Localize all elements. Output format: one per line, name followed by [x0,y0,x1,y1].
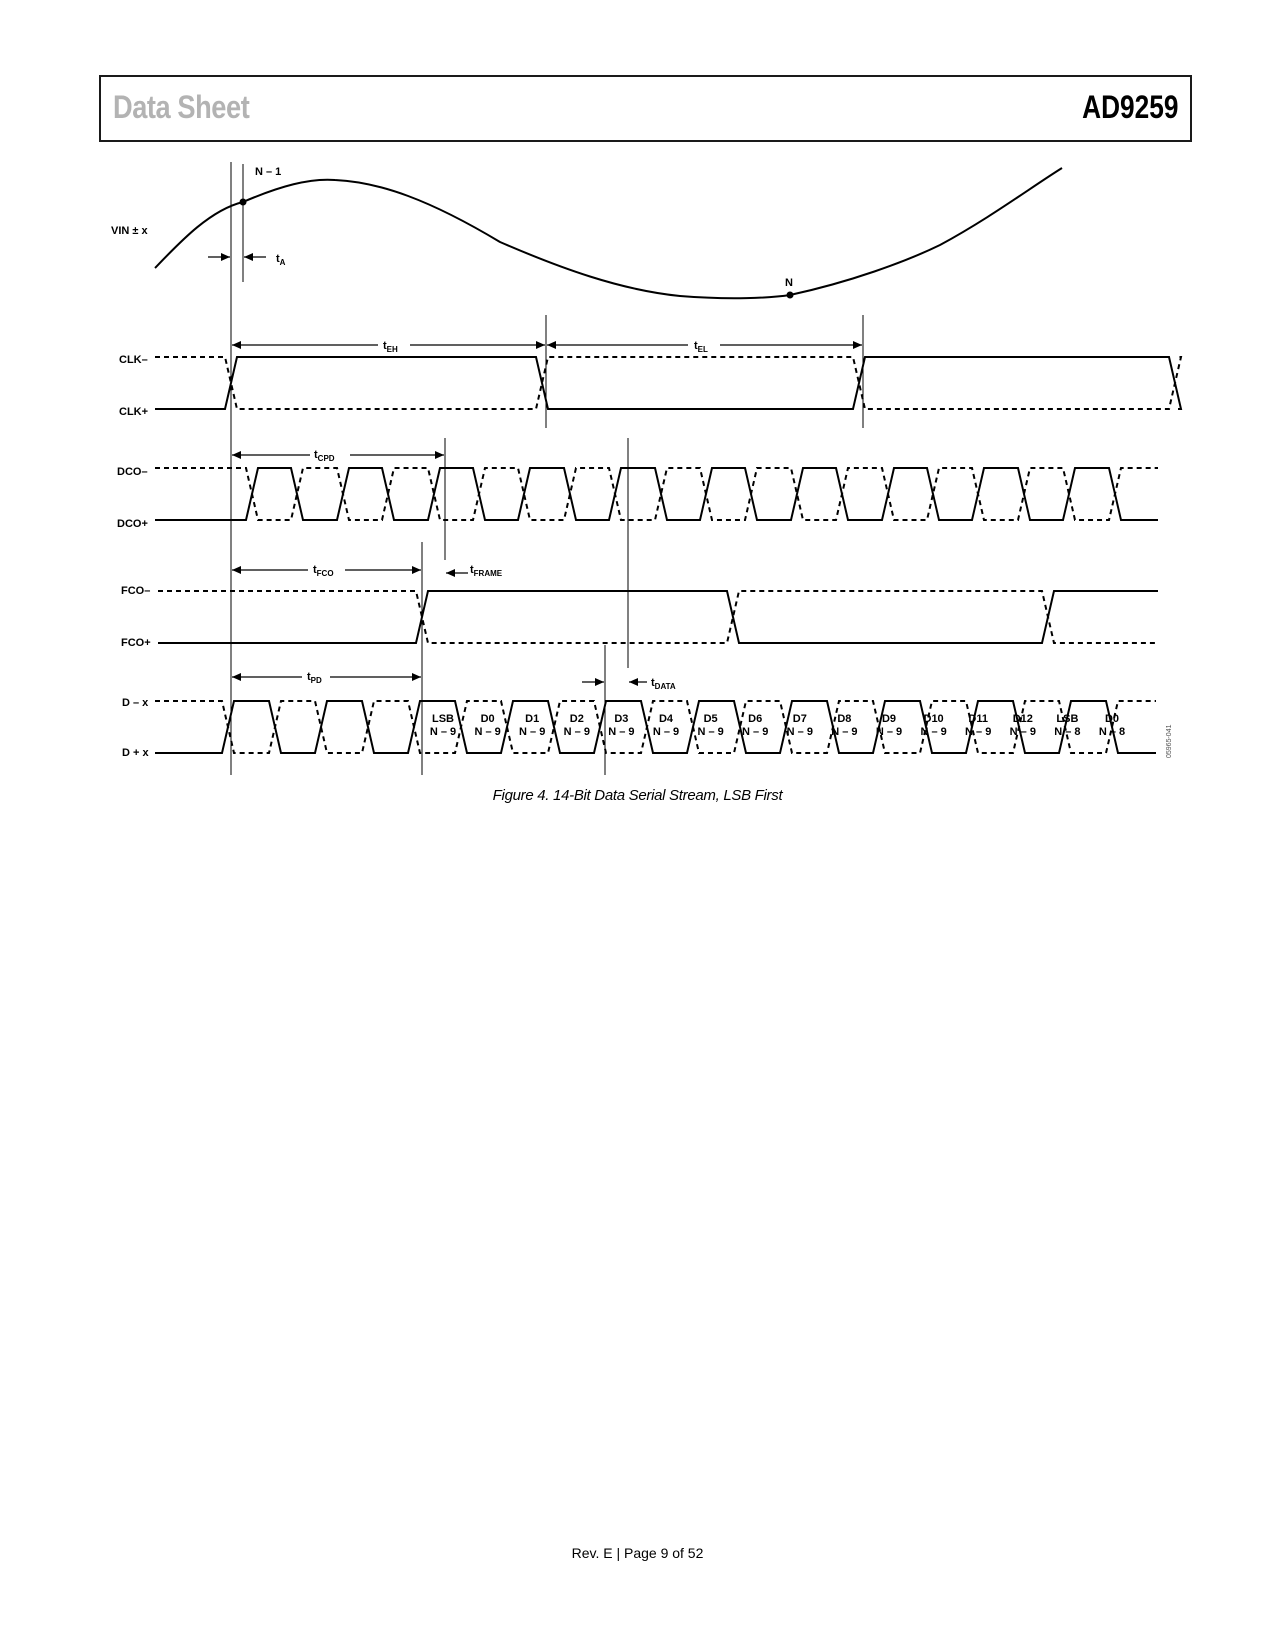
data-bit-14-sample: N – 8 [1054,726,1081,738]
data-bit-11-name: D10 [923,713,944,725]
data-bit-7-sample: N – 9 [742,726,769,738]
clk-minus-label: CLK– [119,354,148,366]
data-bit-2-sample: N – 9 [519,726,546,738]
data-bit-12-name: D11 [968,713,988,725]
tfco-arrow-head-right [412,566,421,574]
tdata-arrow-left-head [595,678,604,686]
data-bit-labels [430,713,1125,738]
page-footer: Rev. E | Page 9 of 52 [571,1545,704,1561]
figure-caption: Figure 4. 14-Bit Data Serial Stream, LSB First [492,787,783,804]
data-bit-9-sample: N – 9 [831,726,858,738]
sample-label-n-minus-1: N – 1 [255,166,282,178]
tel-arrow-head-left [547,341,556,349]
data-bit-7-name: D6 [748,713,763,725]
d-plus-label: D + x [122,747,149,759]
data-bit-6-name: D5 [703,713,718,725]
tdata-arrow-right-head [629,678,638,686]
tpd-arrow-head-left [232,673,241,681]
sample-point-n [787,292,794,299]
tcpd-label: $t_{CPD}$ [314,449,335,463]
fco-solid [158,591,1158,643]
data-bit-11-sample: N – 9 [920,726,947,738]
ta-arrow-right-head [244,253,253,261]
data-bit-15-sample: N – 8 [1098,726,1126,738]
clk-solid [155,357,1181,409]
timing-arrows [208,253,862,686]
fco-plus-label: FCO+ [121,637,151,649]
data-bit-2-name: D1 [525,713,540,725]
tel-label: $t_{EL}$ [694,340,708,354]
dco-minus-label: DCO– [117,466,148,478]
data-bit-3-name: D2 [569,713,584,725]
tdata-label: $t_{DATA}$ [651,677,676,691]
tcpd-arrow-head-right [435,451,444,459]
data-bit-8-sample: N – 9 [786,726,813,738]
data-bit-3-sample: N – 9 [563,726,590,738]
dco-plus-label: DCO+ [117,518,148,530]
tfco-label: $t_{FCO}$ [313,564,334,578]
teh-label: $t_{EH}$ [383,340,398,354]
fco-dashed [158,591,1158,643]
data-bit-8-name: D7 [792,713,807,725]
data-bit-13-name: D12 [1012,713,1033,725]
dco-solid [155,468,1158,520]
data-bit-9-name: D8 [837,713,852,725]
data-bit-5-name: D4 [658,713,674,725]
fco-waveform [158,591,1158,643]
tcpd-arrow-head-left [232,451,241,459]
vin-waveform [155,168,1062,298]
data-bit-1-sample: N – 9 [474,726,501,738]
tframe-label: $t_{FRAME}$ [470,564,503,578]
clk-waveform [155,357,1181,409]
ta-label: $t_A$ [276,253,286,267]
timing-diagram [0,150,1275,780]
d-minus-label: D – x [122,697,149,709]
tpd-label: $t_{PD}$ [307,671,322,685]
figure-id: 05965-041 [1166,724,1173,758]
data-bit-12-sample: N – 9 [965,726,992,738]
fco-minus-label: FCO– [121,585,151,597]
tfco-arrow-head-left [232,566,241,574]
teh-arrow-head-left [232,341,241,349]
data-bit-4-name: D3 [614,713,629,725]
ta-arrow-left-head [221,253,230,261]
part-number: AD9259 [1081,89,1178,125]
document-type-title: Data Sheet [113,89,250,125]
data-bit-14-name: LSB [1056,713,1079,725]
data-bit-10-sample: N – 9 [875,726,903,738]
data-bit-15-name: D0 [1104,713,1120,725]
data-bit-10-name: D9 [881,713,897,725]
data-bit-13-sample: N – 9 [1009,726,1036,738]
data-bit-0-sample: N – 9 [429,726,457,738]
dco-waveform [155,468,1158,520]
data-bit-4-sample: N – 9 [608,726,635,738]
data-bit-1-name: D0 [480,713,495,725]
tel-arrow-head-right [853,341,862,349]
data-bit-5-sample: N – 9 [652,726,680,738]
page-header [99,75,1192,142]
tpd-arrow-head-right [412,673,421,681]
data-bit-6-sample: N – 9 [697,726,724,738]
teh-arrow-head-right [536,341,545,349]
vin-label: VIN ± x [111,225,148,237]
sample-point-n-minus-1 [240,199,247,206]
data-bit-0-name: LSB [432,713,454,725]
tframe-arrow-head [446,569,455,577]
sample-label-n: N [785,277,793,289]
clk-plus-label: CLK+ [119,406,149,418]
clk-dashed [155,357,1181,409]
